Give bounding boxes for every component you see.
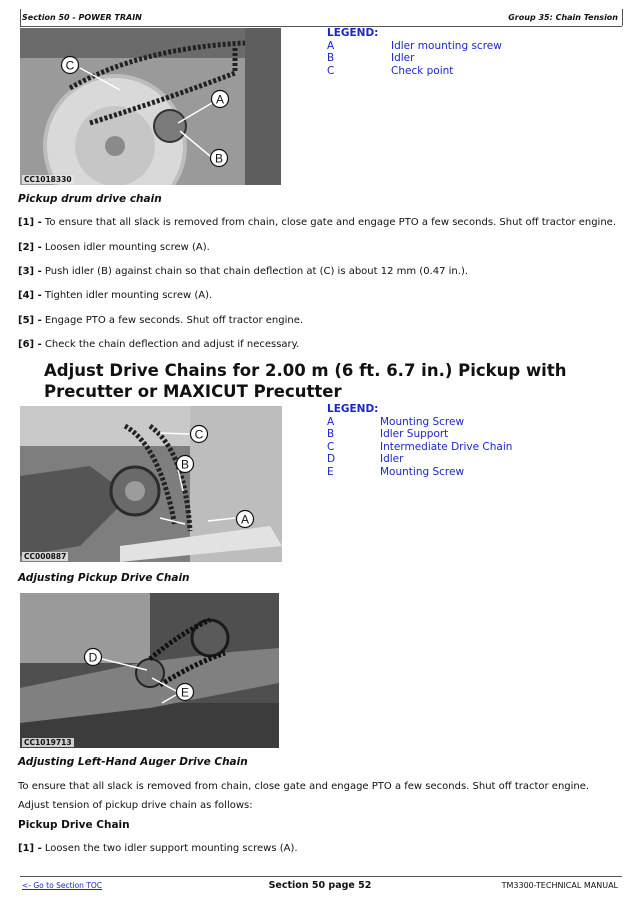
section-heading: Adjust Drive Chains for 2.00 m (6 ft. 6.7 in.) Pickup with Precutter or MAXICUT Precutter xyxy=(44,361,567,401)
footer-rule xyxy=(20,876,622,877)
callout-a xyxy=(212,91,229,108)
step-item xyxy=(18,242,210,253)
step-item xyxy=(18,339,299,350)
legend-row xyxy=(327,52,502,65)
legend-text: Mounting Screw xyxy=(380,415,465,428)
legend-row xyxy=(327,441,512,454)
callout-a xyxy=(237,511,254,528)
legend-text: Idler Support xyxy=(380,428,449,441)
step-item xyxy=(18,315,303,326)
callout-c xyxy=(191,426,208,443)
paragraph: To ensure that all slack is removed from chain, close gate and engage PTO a few seconds. Shut off tractor engine. xyxy=(18,781,590,792)
legend-title: LEGEND: xyxy=(327,403,379,415)
step-text: To ensure that all slack is removed from chain, close gate and engage PTO a few seconds. Shut off tractor engine. xyxy=(41,217,617,228)
step-text: Check the chain deflection and adjust if necessary. xyxy=(41,339,300,350)
step-number: [1] - xyxy=(18,217,42,228)
step-text: Push idler (B) against chain so that chain deflection at (C) is about 12 mm (0.47 in.). xyxy=(41,266,469,277)
step-number: [2] - xyxy=(18,242,42,253)
figure-id: CC1018330 xyxy=(24,175,72,184)
legend-text: Idler mounting screw xyxy=(391,39,502,52)
callout-b xyxy=(211,150,228,167)
legend-key: D xyxy=(327,453,336,466)
figure-id: CC1019713 xyxy=(24,738,72,747)
legend-figure1 xyxy=(327,27,502,77)
legend-key: E xyxy=(327,465,334,478)
header-rule xyxy=(20,26,622,27)
step-number: [5] - xyxy=(18,315,42,326)
paragraph: Adjust tension of pickup drive chain as follows: xyxy=(18,800,253,811)
legend-key: A xyxy=(327,39,335,52)
subheading: Pickup Drive Chain xyxy=(18,819,130,831)
callout-d xyxy=(85,649,102,666)
legend-text: Check point xyxy=(391,64,454,77)
step-number: [1] - xyxy=(18,843,42,854)
step-number: [3] - xyxy=(18,266,42,277)
header-group-title: Group 35: Chain Tension xyxy=(508,13,618,22)
svg-text:B: B xyxy=(180,457,190,472)
svg-text:C: C xyxy=(194,427,204,442)
step-number: [4] - xyxy=(18,290,42,301)
step-item xyxy=(18,843,298,854)
legend-text: Intermediate Drive Chain xyxy=(380,440,513,453)
figure1-caption: Pickup drum drive chain xyxy=(18,193,162,205)
step-text: Loosen the two idler support mounting screws (A). xyxy=(41,843,298,854)
step-text: Engage PTO a few seconds. Shut off tractor engine. xyxy=(41,315,304,326)
legend-text: Mounting Screw xyxy=(380,465,465,478)
legend-figure2 xyxy=(327,403,512,479)
figure-adjusting-pickup-drive-chain xyxy=(20,406,282,562)
figure3-caption: Adjusting Left-Hand Auger Drive Chain xyxy=(18,756,248,768)
figure-adjusting-left-hand-auger-drive-chain xyxy=(20,593,279,748)
step-number: [6] - xyxy=(18,339,42,350)
svg-text:D: D xyxy=(88,650,98,665)
step-item xyxy=(18,290,212,301)
legend-key: C xyxy=(327,64,335,77)
legend-title: LEGEND: xyxy=(327,27,379,39)
legend-row xyxy=(327,65,502,78)
manual-title: TM3300-TECHNICAL MANUAL xyxy=(501,881,618,890)
header-right-border xyxy=(622,9,623,26)
step-item xyxy=(18,266,468,277)
header-left-border xyxy=(20,9,21,26)
svg-text:C: C xyxy=(65,58,75,73)
legend-row xyxy=(327,428,512,441)
legend-row xyxy=(327,40,502,53)
section-toc-link[interactable]: <- Go to Section TOC xyxy=(22,881,103,890)
legend-row xyxy=(327,466,512,479)
svg-text:E: E xyxy=(180,685,190,700)
step-text: Tighten idler mounting screw (A). xyxy=(41,290,213,301)
legend-key: C xyxy=(327,440,335,453)
legend-text: Idler xyxy=(391,52,415,65)
callout-e xyxy=(177,684,194,701)
header-section-title: Section 50 - POWER TRAIN xyxy=(22,13,142,22)
svg-text:A: A xyxy=(215,92,225,107)
callout-c xyxy=(62,57,79,74)
figure-pickup-drum-drive-chain xyxy=(20,28,281,185)
legend-key: A xyxy=(327,415,335,428)
page-number: Section 50 page 52 xyxy=(268,880,372,891)
figure2-caption: Adjusting Pickup Drive Chain xyxy=(18,572,190,584)
svg-text:B: B xyxy=(214,151,224,166)
legend-row xyxy=(327,416,512,429)
legend-row xyxy=(327,453,512,466)
legend-key: B xyxy=(327,52,335,65)
legend-key: B xyxy=(327,428,335,441)
step-text: Loosen idler mounting screw (A). xyxy=(41,242,210,253)
svg-text:A: A xyxy=(240,512,250,527)
legend-text: Idler xyxy=(380,453,404,466)
callout-b xyxy=(177,456,194,473)
figure-id: CC000887 xyxy=(24,552,67,561)
step-item xyxy=(18,217,616,228)
